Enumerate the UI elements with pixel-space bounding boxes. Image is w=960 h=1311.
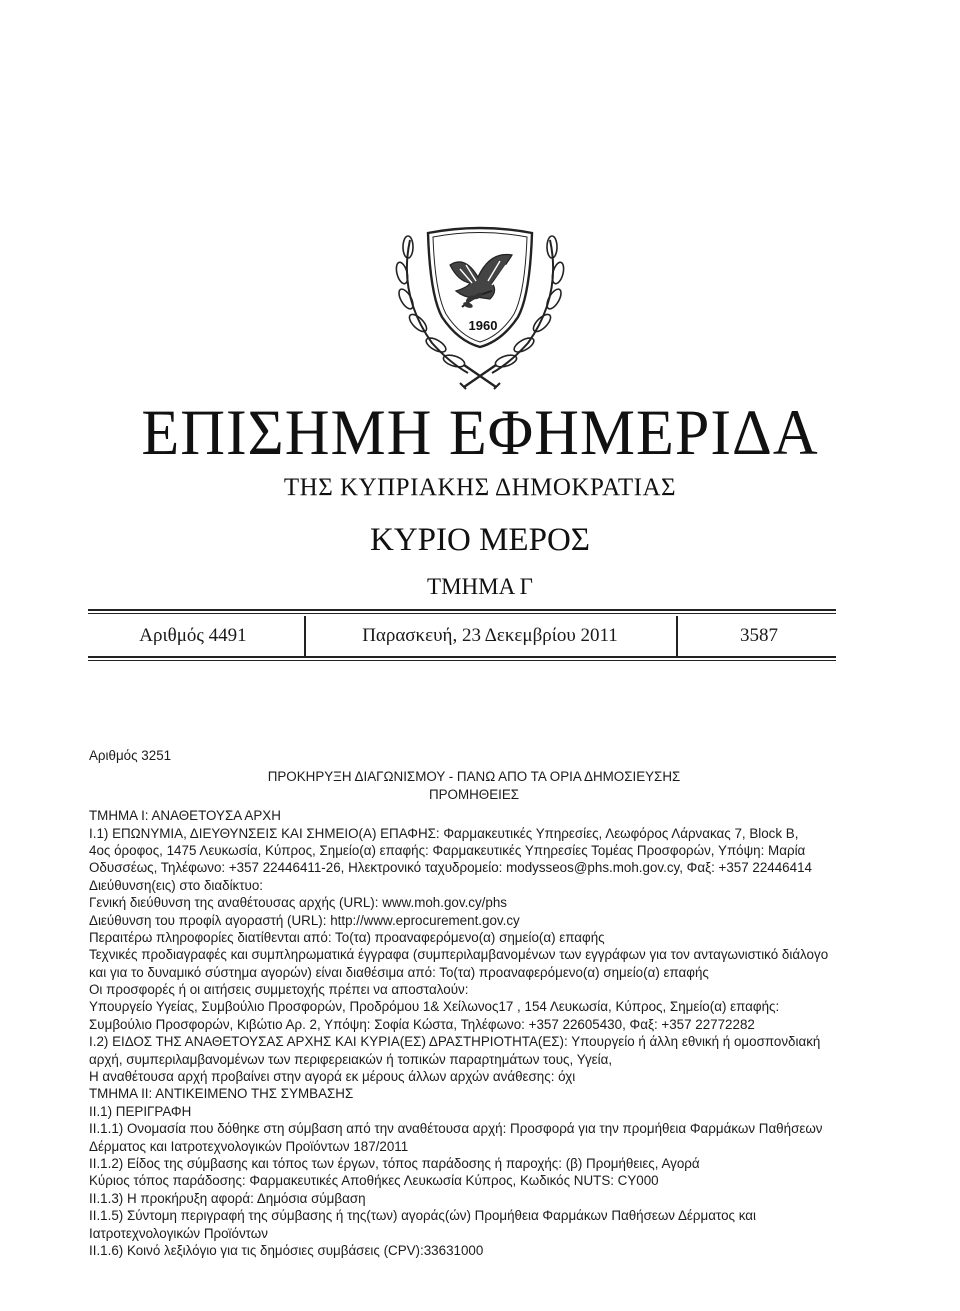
- notice-line: ΙΙ.1.5) Σύντομη περιγραφή της σύμβασης ή της(των) αγοράς(ών) Προμήθεια Φαρμάκων Παθήσεων Δέρματος και: [89, 1208, 756, 1224]
- notice-line: Η αναθέτουσα αρχή προβαίνει στην αγορά εκ μέρους άλλων αρχών ανάθεσης: όχι: [89, 1069, 576, 1085]
- notice-line: αρχή, συμπεριλαμβανομένων των περιφερειακών ή τοπικών παραρτημάτων τους, Υγεία,: [89, 1051, 613, 1067]
- notice-line: ΙΙ.1.1) Ονομασία που δόθηκε στη σύμβαση από την αναθέτουσα αρχή: Προσφορά για την προμήθεια Φαρμάκων Παθήσεων: [89, 1121, 823, 1137]
- notice-line: Περαιτέρω πληροφορίες διατίθενται από: Το(τα) προαναφερόμενο(α) σημείο(α) επαφής: [89, 929, 605, 945]
- notice-line: ΤΜΗΜΑ Ι: ΑΝΑΘΕΤΟΥΣΑ ΑΡΧΗ: [89, 808, 281, 824]
- notice-line: ΙΙ.1.6) Κοινό λεξιλόγιο για τις δημόσιες συμβάσεις (CPV):33631000: [89, 1242, 484, 1258]
- issue-divider-2: [676, 616, 678, 656]
- notice-heading: ΠΡΟΚΗΡΥΞΗ ΔΙΑΓΩΝΙΣΜΟΥ - ΠΑΝΩ ΑΠΟ ΤΑ ΟΡΙΑ ΔΗΜΟΣΙΕΥΣΗΣ: [267, 769, 681, 785]
- notice-line: Τεχνικές προδιαγραφές και συμπληρωματικά έγγραφα (συμπεριλαμβανομένων των εγγράφων για τον ανταγωνιστικό διάλογο: [89, 947, 829, 963]
- notice-line: Κύριος τόπος παράδοσης: Φαρμακευτικές Αποθήκες Λευκωσία Κύπρος, Κωδικός NUTS: CY000: [89, 1173, 659, 1189]
- gazette-subtitle: ΤΗΣ ΚΥΠΡΙΑΚΗΣ ΔΗΜΟΚΡΑΤΙΑΣ: [283, 474, 677, 501]
- issue-info-row: [88, 616, 836, 656]
- header-rule-bottom: [88, 656, 836, 658]
- coat-of-arms-emblem: [380, 225, 580, 390]
- notice-line: ΙΙ.1.2) Είδος της σύμβασης και τόπος των έργων, τόπος παράδοσης ή παροχής: (β) Προμήθειες, Αγορά: [89, 1155, 700, 1171]
- notice-line: Διεύθυνση του προφίλ αγοραστή (URL): http://www.eprocurement.gov.cy: [89, 912, 520, 928]
- notice-line: Συμβούλιο Προσφορών, Κιβώτιο Αρ. 2, Υπόψη: Σοφία Κώστα, Τηλέφωνο: +357 22605430, Φαξ: +357 22772282: [89, 1016, 755, 1032]
- notice-number: Αριθμός 3251: [89, 748, 172, 763]
- notice-line: Ι.1) ΕΠΩΝΥΜΙΑ, ΔΙΕΥΘΥΝΣΕΙΣ ΚΑΙ ΣΗΜΕΙΟ(Α) ΕΠΑΦΗΣ: Φαρμακευτικές Υπηρεσίες, Λεωφόρος Λάρνακας 7, Block B,: [89, 825, 799, 841]
- notice-line: Δέρματος και Ιατροτεχνολογικών Προϊόντων 187/2011: [89, 1138, 409, 1154]
- notice-line: 4ος όροφος, 1475 Λευκωσία, Κύπρος, Σημείο(α) επαφής: Φαρμακευτικές Υπηρεσίες Τομέας Προσφορών, Υπόψη: Μαρία: [89, 842, 806, 858]
- notice-line: ΙΙ.1.3) Η προκήρυξη αφορά: Δημόσια σύμβαση: [89, 1190, 366, 1206]
- notice-line: Ιατροτεχνολογικών Προϊόντων: [89, 1225, 268, 1241]
- gazette-title: ΕΠΙΣΗΜΗ ΕΦΗΜΕΡΙΔΑ: [141, 397, 819, 469]
- gazette-part: ΚΥΡΙΟ ΜΕΡΟΣ: [370, 522, 590, 558]
- page-number: 3587: [740, 625, 778, 646]
- notice-line: και για το δυναμικό σύστημα αγορών) είναι διαθέσιμα από: Το(τα) προαναφερόμενο(α) σημείο(α) επαφής: [89, 964, 709, 980]
- header-rule-bottom-thin: [88, 660, 836, 661]
- notice-line: Γενική διεύθυνση της αναθέτουσας αρχής (URL): www.moh.gov.cy/phs: [89, 895, 507, 911]
- header-rule-top-thin: [88, 613, 836, 614]
- notice-line: ΤΜΗΜΑ ΙΙ: ΑΝΤΙΚΕΙΜΕΝΟ ΤΗΣ ΣΥΜΒΑΣΗΣ: [89, 1086, 354, 1102]
- issue-divider-1: [304, 616, 306, 656]
- notice-line: Οι προσφορές ή οι αιτήσεις συμμετοχής πρέπει να αποσταλούν:: [89, 982, 469, 998]
- notice-line: Υπουργείο Υγείας, Συμβούλιο Προσφορών, Προδρόμου 1& Χείλωνος17 , 154 Λευκωσία, Κύπρος, Σημείο(α) επαφής:: [89, 999, 780, 1015]
- emblem-year: 1960: [468, 318, 498, 333]
- notice-subheading: ΠΡΟΜΗΘΕΙΕΣ: [428, 786, 520, 802]
- notice-line: Διεύθυνση(εις) στο διαδίκτυο:: [89, 877, 264, 893]
- notice-line: Ι.2) ΕΙΔΟΣ ΤΗΣ ΑΝΑΘΕΤΟΥΣΑΣ ΑΡΧΗΣ ΚΑΙ ΚΥΡΙΑ(ΕΣ) ΔΡΑΣΤΗΡΙΟΤΗΤΑ(ΕΣ): Υπουργείο ή άλλη εθνική ή ομοσπονδιακή: [89, 1034, 821, 1050]
- notice-line: Οδυσσέως, Τηλέφωνο: +357 22446411-26, Ηλεκτρονικό ταχυδρομείο: modysseos@phs.moh.gov.cy, Φαξ: +357 22446414: [89, 860, 812, 876]
- notice-body: [89, 747, 859, 1259]
- notice-line: ΙΙ.1) ΠΕΡΙΓΡΑΦΗ: [89, 1103, 192, 1119]
- gazette-section: ΤΜΗΜΑ Γ: [427, 574, 533, 599]
- header-rule-top: [88, 609, 836, 611]
- issue-number: Αριθμός 4491: [139, 625, 247, 646]
- issue-date: Παρασκευή, 23 Δεκεμβρίου 2011: [362, 625, 618, 646]
